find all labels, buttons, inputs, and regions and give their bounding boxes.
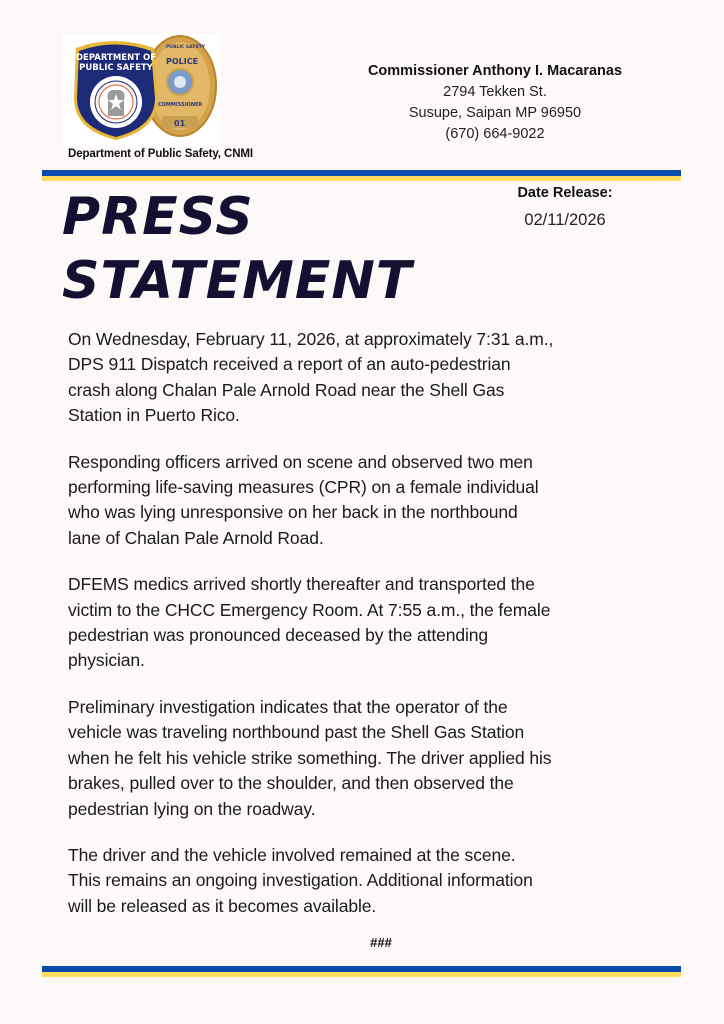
page-title — [62, 185, 412, 313]
footer-divider — [42, 966, 681, 977]
svg-text:01: 01 — [174, 119, 186, 128]
header-divider — [42, 170, 681, 181]
paragraph-line: On Wednesday, February 11, 2026, at approximately 7:31 a.m., — [68, 329, 554, 349]
paragraph-line: Preliminary investigation indicates that the operator of the — [68, 696, 508, 717]
paragraph-line: will be released as it becomes available. — [68, 895, 377, 916]
paragraph-line: who was lying unresponsive on her back in the northbound — [68, 502, 518, 523]
paragraph — [68, 572, 668, 674]
paragraph-line: The driver and the vehicle involved remained at the scene. — [68, 844, 516, 865]
dps-logo — [62, 34, 220, 146]
dps-logo-graphic — [62, 34, 220, 146]
divider-yellow-stripe — [42, 972, 681, 977]
end-mark: ### — [370, 935, 392, 950]
paragraph-line: Station in Puerto Rico. — [68, 405, 240, 426]
paragraph-line: DPS 911 Dispatch received a report of an auto-pedestrian — [68, 354, 511, 375]
date-release-value: 02/11/2026 — [524, 211, 606, 229]
title-line-2: STATEMENT — [62, 251, 413, 311]
svg-text:DEPARTMENT OF: DEPARTMENT OF — [75, 53, 157, 63]
paragraph-line: pedestrian was pronounced deceased by the attending — [68, 625, 489, 646]
statement-body — [68, 327, 668, 940]
date-release-label: Date Release: — [517, 185, 613, 201]
paragraph-line: This remains an ongoing investigation. Additional information — [68, 870, 533, 891]
paragraph — [68, 450, 668, 552]
paragraph — [68, 843, 668, 919]
divider-yellow-stripe — [42, 176, 681, 181]
paragraph-line: vehicle was traveling northbound past the Shell Gas Station — [68, 722, 525, 743]
paragraph — [68, 695, 668, 822]
svg-text:PUBLIC SAFETY: PUBLIC SAFETY — [166, 45, 205, 50]
svg-text:POLICE: POLICE — [166, 57, 199, 66]
paragraph-line: lane of Chalan Pale Arnold Road. — [68, 527, 324, 548]
paragraph-line: victim to the CHCC Emergency Room. At 7:55 a.m., the female — [68, 599, 551, 620]
contact-phone: (670) 664-9022 — [445, 126, 545, 142]
svg-text:COMMISSIONER: COMMISSIONER — [158, 102, 203, 108]
paragraph-line: DFEMS medics arrived shortly thereafter and transported the — [68, 574, 535, 595]
org-caption: Department of Public Safety, CNMI — [68, 148, 253, 160]
contact-city: Susupe, Saipan MP 96950 — [408, 105, 582, 121]
paragraph-line: performing life-saving measures (CPR) on a female individual — [68, 477, 539, 498]
title-line-1: PRESS — [62, 187, 254, 247]
paragraph — [68, 327, 668, 429]
paragraph-line: brakes, pulled over to the shoulder, and then observed the — [68, 773, 514, 794]
svg-text:PUBLIC SAFETY: PUBLIC SAFETY — [79, 63, 153, 73]
contact-street: 2794 Tekken St. — [443, 84, 547, 100]
paragraph-line: pedestrian lying on the roadway. — [68, 798, 316, 819]
commissioner-name: Commissioner Anthony I. Macaranas — [367, 63, 623, 79]
paragraph-line: Responding officers arrived on scene and observed two men — [68, 451, 533, 472]
paragraph-line: crash along Chalan Pale Arnold Road near the Shell Gas — [68, 379, 505, 400]
paragraph-line: when he felt his vehicle strike something. The driver applied his — [68, 747, 552, 768]
contact-block — [340, 60, 650, 145]
dps-patch — [74, 41, 158, 140]
paragraph-line: physician. — [68, 650, 145, 671]
